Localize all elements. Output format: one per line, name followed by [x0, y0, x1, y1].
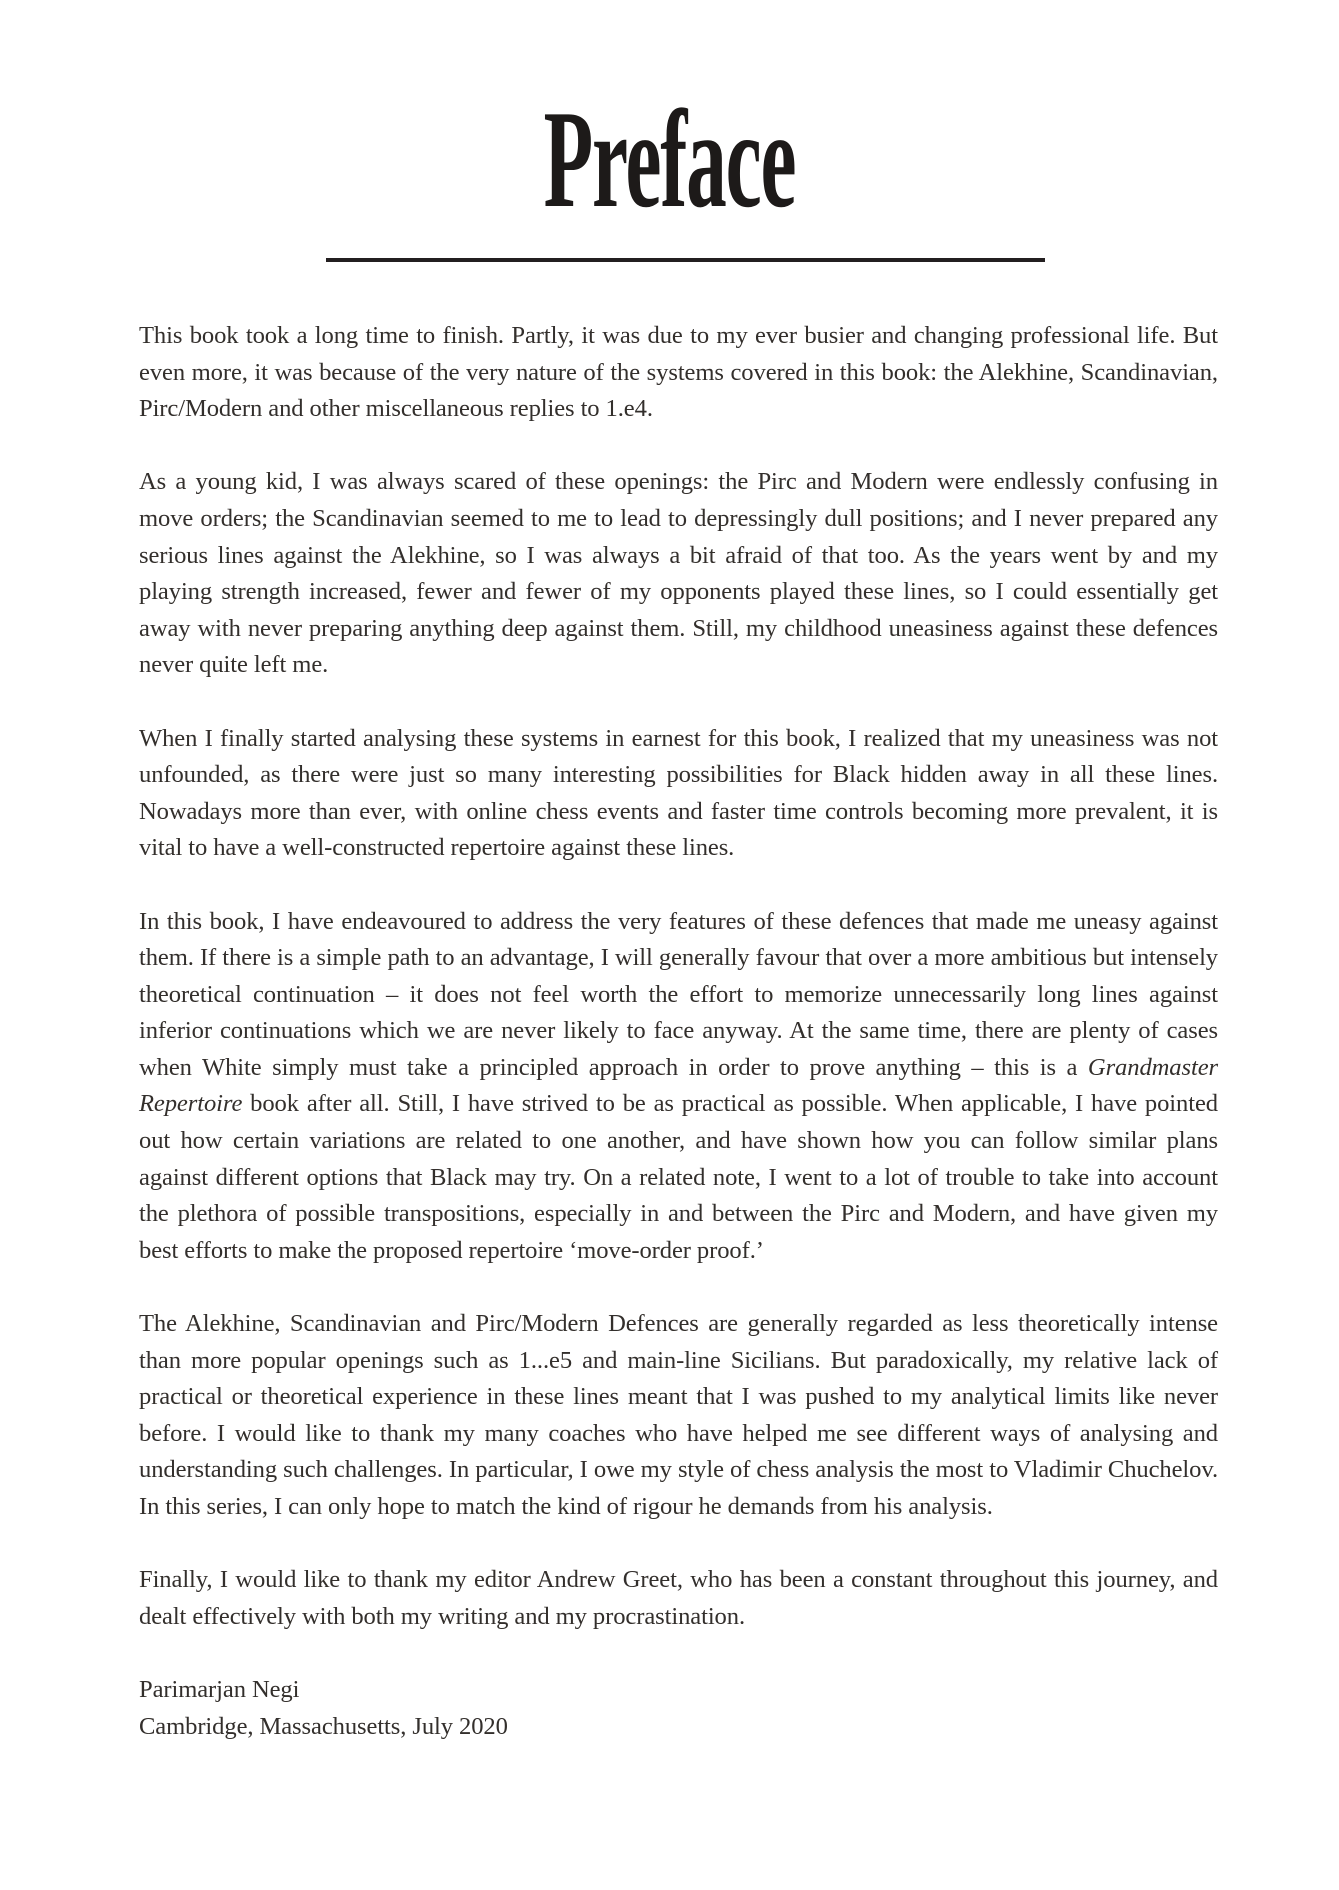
place-and-date: Cambridge, Massachusetts, July 2020 — [139, 1712, 508, 1740]
author-name: Parimarjan Negi — [139, 1675, 300, 1703]
paragraph-2: As a young kid, I was always scared of these openings: the Pirc and Modern were endlessly confusing in move orders; the Scandinavian seemed to me to lead to depressingly dull positions; and I never prepared any serious lines against the Alekhine, so I was always a bit afraid of that too. As the years went by and my playing strength increased, fewer and fewer of my opponents played these lines, so I could essentially get away with never preparing anything deep against them. Still, my childhood uneasiness against these defences never quite left me. — [139, 468, 1218, 679]
paragraph-4-text-before: In this book, I have endeavoured to address the very features of these defences that made me uneasy against them. If there is a simple path to an advantage, I will generally favour that over a more ambitious but intensely theoretical continuation – it does not feel worth the effort to memorize unnecessarily long lines against inferior continuations which we are never likely to face anyway. At the same time, there are plenty of cases when White simply must take a principled approach in order to prove anything – this is a — [139, 907, 1218, 1081]
paragraph-5: The Alekhine, Scandinavian and Pirc/Modern Defences are generally regarded as less theoretically intense than more popular openings such as 1...e5 and main-line Sicilians. But paradoxically, my relative lack of practical or theoretical experience in these lines meant that I was pushed to my analytical limits like never before. I would like to thank my many coaches who have helped me see different ways of analysing and understanding such challenges. In particular, I owe my style of chess analysis the most to Vladimir Chuchelov. In this series, I can only hope to match the kind of rigour he demands from his analysis. — [139, 1310, 1218, 1520]
paragraph-6: Finally, I would like to thank my editor Andrew Greet, who has been a constant throughout this journey, and dealt effectively with both my writing and my procrastination. — [139, 1566, 1218, 1630]
signature-block — [139, 1672, 1218, 1745]
page-title: Preface — [543, 82, 796, 237]
series-title-italic: Grandmaster Repertoire — [139, 1053, 1218, 1118]
preface-body — [139, 318, 1218, 1745]
paragraph-3: When I finally started analysing these systems in earnest for this book, I realized that my uneasiness was not unfounded, as there were just so many interesting possibilities for Black hidden away in all these lines. Nowadays more than ever, with online chess events and faster time controls becoming more prevalent, it is vital to have a well-constructed repertoire against these lines. — [139, 724, 1218, 862]
paragraph-1: This book took a long time to finish. Partly, it was due to my ever busier and changing professional life. But even more, it was because of the very nature of the systems covered in this book: the Alekhine, Scandinavian, Pirc/Modern and other miscellaneous replies to 1.e4. — [139, 322, 1218, 423]
paragraph-4 — [139, 904, 1218, 1270]
title-divider-rule — [326, 258, 1045, 262]
paragraph-4-text-after: book after all. Still, I have strived to be as practical as possible. When applicable, I have pointed out how certain variations are related to one another, and have shown how you can follow similar plans against different options that Black may try. On a related note, I went to a lot of trouble to take into account the plethora of possible transpositions, especially in and between the Pirc and Modern, and have given my best efforts to make the proposed repertoire ‘move-order proof.’ — [139, 1090, 1218, 1264]
